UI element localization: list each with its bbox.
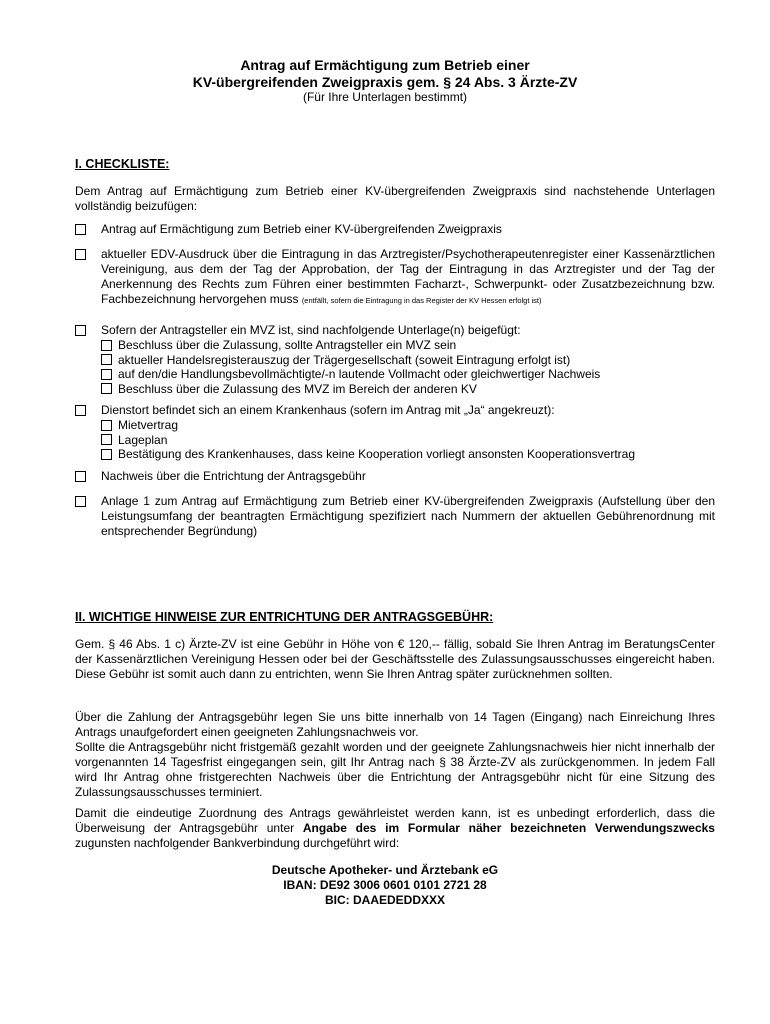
mvz-zulassung-label: Beschluss über die Zulassung des MVZ im Bereich der anderen KV [118, 381, 477, 396]
section2-heading: II. WICHTIGE HINWEISE ZUR ENTRICHTUNG DER ANTRAGSGEBÜHR: [75, 610, 494, 624]
checklist-item-edv-text: aktueller EDV-Ausdruck über die Eintragung in das Arztregister/Psychotherapeutenregister einer Kassenärztlichen Vereinigung, aus dem der Tag der Approbation, der Tag der Eintragung in das Arztregister und der Tag der Anerkennung des Rechts zum Führen einer bestimmten Facharzt-, Schwerpunkt- oder Zusatzbezeichnung bzw. Fachbezeichnung hervorgehen muss [101, 247, 715, 306]
list-item[interactable] [101, 353, 715, 368]
list-item[interactable] [101, 367, 715, 382]
krankenhaus-subitems [101, 418, 715, 462]
checkbox-edv-ausdruck[interactable] [75, 249, 86, 260]
section2-para-zuordnung [75, 806, 715, 851]
list-item[interactable] [101, 447, 715, 462]
document-title-line2: KV-übergreifenden Zweigpraxis gem. § 24 Abs. 3 Ärzte-ZV [192, 74, 578, 90]
checkbox-gebuehrennachweis[interactable] [75, 471, 86, 482]
bank-name: Deutsche Apotheker- und Ärztebank eG [271, 863, 499, 877]
checklist-item-antrag: Antrag auf Ermächtigung zum Betrieb einer KV-übergreifenden Zweigpraxis [101, 222, 502, 236]
mvz-beschluss-label: Beschluss über die Zulassung, sollte Antragsteller ein MVZ sein [118, 338, 457, 352]
bank-bic: BIC: DAAEDEDDXXX [324, 893, 445, 907]
checklist-item-krankenhaus: Dienstort befindet sich an einem Krankenhaus (sofern im Antrag mit „Ja“ angekreuzt): [101, 403, 555, 417]
checkbox-lageplan[interactable] [101, 434, 112, 445]
mietvertrag-label: Mietvertrag [118, 418, 179, 432]
list-item[interactable] [101, 338, 715, 353]
checkbox-mvz-zulassung-andere-kv[interactable] [101, 383, 112, 394]
checkbox-antrag[interactable] [75, 224, 86, 235]
mvz-vollmacht-label: auf den/die Handlungsbevollmächtigte/-n lautende Vollmacht oder gleichwertiger Nachweis [118, 367, 601, 381]
checklist-item-anlage1: Anlage 1 zum Antrag auf Ermächtigung zum Betrieb einer KV-übergreifenden Zweigpraxis (Aufstellung über den Leistungsumfang der beantragten Ermächtigung spezifiziert nach Nummern der aktuellen Gebührenordnung mit entsprechender Begründung) [101, 494, 715, 538]
checkbox-mvz-vollmacht[interactable] [101, 369, 112, 380]
document-title-line1: Antrag auf Ermächtigung zum Betrieb einer [240, 57, 530, 73]
checkbox-krankenhaus[interactable] [75, 405, 86, 416]
checklist-item-gebuehrennachweis: Nachweis über die Entrichtung der Antragsgebühr [101, 469, 366, 483]
section2-para-zahlung [75, 710, 715, 800]
checkbox-mvz-handelsregister[interactable] [101, 354, 112, 365]
checklist-item-mvz: Sofern der Antragsteller ein MVZ ist, sind nachfolgende Unterlage(n) beigefügt: [101, 323, 521, 337]
checkbox-mvz-beschluss[interactable] [101, 340, 112, 351]
section1-intro: Dem Antrag auf Ermächtigung zum Betrieb einer KV-übergreifenden Zweigpraxis sind nachstehende Unterlagen vollständig beizufügen: [75, 184, 715, 213]
bank-iban: IBAN: DE92 3006 0601 0101 2721 28 [283, 878, 487, 892]
section2-para-zahlung-a: Über die Zahlung der Antragsgebühr legen Sie uns bitte innerhalb von 14 Tagen (Eingang) nach Einreichung Ihres Antrags unaufgefordert einen geeigneten Zahlungsnachweis vor. [75, 710, 715, 739]
list-item[interactable] [101, 382, 715, 397]
zuordnung-text-post: zugunsten nachfolgender Bankverbindung durchgeführt wird: [75, 836, 400, 850]
section2-para-gebuehr: Gem. § 46 Abs. 1 c) Ärzte-ZV ist eine Gebühr in Höhe von € 120,-- fällig, sobald Sie Ihren Antrag im BeratungsCenter der Kassenärztlichen Vereinigung Hessen oder bei der Geschäftsstelle des Zulassungsausschusses eingereicht haben. Diese Gebühr ist somit auch dann zu entrichten, wenn Sie Ihren Antrag später zurücknehmen sollten. [75, 637, 715, 681]
lageplan-label: Lageplan [118, 432, 168, 447]
checklist-item-edv-ausdruck [101, 247, 715, 308]
checkbox-anlage1[interactable] [75, 496, 86, 507]
section2-para-zahlung-b: Sollte die Antragsgebühr nicht fristgemäß gezahlt worden und der geeignete Zahlungsnachweis hier nicht innerhalb der vorgenannten 14 Tagesfrist eingegangen sein, gilt Ihr Antrag nach § 38 Ärzte-ZV als zurückgenommen. In jedem Fall wird Ihr Antrag ohne fristgerechten Nachweis über die Entrichtung der Antragsgebühr nicht für eine Sitzung des Zulassungsausschusses terminiert. [75, 740, 715, 799]
checkbox-krankenhaus-bestaetigung[interactable] [101, 449, 112, 460]
mvz-subitems [101, 338, 715, 396]
checklist-item-edv-note: (entfällt, sofern die Eintragung in das Register der KV Hessen erfolgt ist) [301, 296, 542, 305]
document-subtitle: (Für Ihre Unterlagen bestimmt) [302, 90, 468, 104]
list-item[interactable] [101, 433, 715, 448]
bestaetigung-label: Bestätigung des Krankenhauses, dass keine Kooperation vorliegt ansonsten Kooperationsvertrag [118, 447, 636, 461]
list-item[interactable] [101, 418, 715, 433]
zuordnung-text-pre: Damit die eindeutige Zuordnung des Antrags gewährleistet werden kann, ist es unbedingt erforderlich, dass die Überweisung der Antragsgebühr unter [75, 806, 715, 835]
mvz-handelsregister-label: aktueller Handelsregisterauszug der Trägergesellschaft (soweit Eintragung erfolgt ist) [118, 352, 571, 367]
section1-heading: I. CHECKLISTE: [75, 157, 170, 171]
zuordnung-text-bold: Angabe des im Formular näher bezeichneten Verwendungszwecks [302, 821, 715, 835]
checkbox-mvz[interactable] [75, 325, 86, 336]
checkbox-mietvertrag[interactable] [101, 420, 112, 431]
